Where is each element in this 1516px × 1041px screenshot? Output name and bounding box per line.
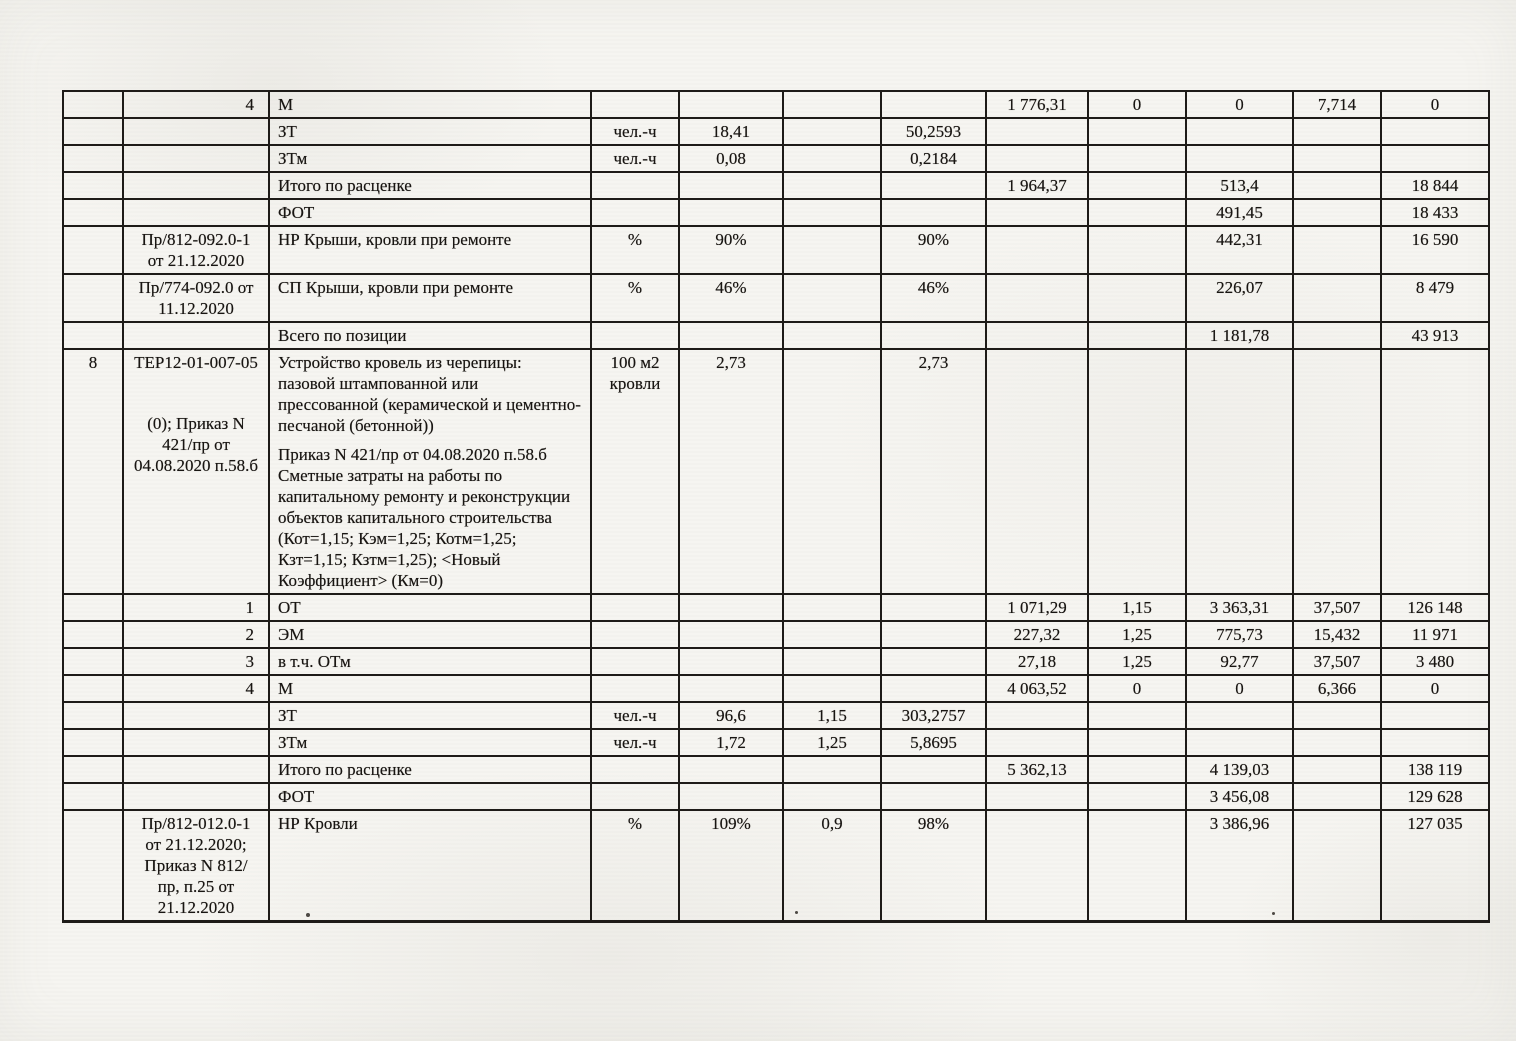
table-cell [1293, 172, 1381, 199]
table-cell [679, 648, 783, 675]
table-cell [63, 118, 123, 145]
table-row [63, 145, 1489, 172]
table-row [63, 322, 1489, 349]
table-cell: 6,366 [1293, 675, 1381, 702]
table-cell [679, 756, 783, 783]
table-cell [881, 675, 986, 702]
table-cell: 126 148 [1381, 594, 1489, 621]
table-cell: 1,72 [679, 729, 783, 756]
table-cell [591, 756, 679, 783]
table-cell [63, 783, 123, 810]
table-cell [63, 810, 123, 922]
table-row [63, 118, 1489, 145]
table-cell [1293, 274, 1381, 322]
table-cell: 11 971 [1381, 621, 1489, 648]
table-cell [783, 172, 881, 199]
table-cell [1381, 349, 1489, 594]
table-cell [679, 783, 783, 810]
table-cell: 513,4 [1186, 172, 1293, 199]
table-cell: 3 [123, 648, 269, 675]
table-cell: 5 362,13 [986, 756, 1088, 783]
table-cell: ЗТ [269, 702, 591, 729]
table-cell [123, 322, 269, 349]
table-cell [269, 349, 591, 594]
table-cell [1293, 199, 1381, 226]
table-cell: 37,507 [1293, 648, 1381, 675]
table-row [63, 621, 1489, 648]
table-cell: 1 776,31 [986, 91, 1088, 118]
table-cell [783, 322, 881, 349]
table-cell [986, 349, 1088, 594]
table-cell [783, 756, 881, 783]
table-cell [591, 91, 679, 118]
table-cell [123, 702, 269, 729]
table-cell [123, 118, 269, 145]
table-cell: ФОТ [269, 783, 591, 810]
table-cell [881, 199, 986, 226]
table-cell [881, 756, 986, 783]
estimate-table [62, 90, 1490, 923]
table-cell: 491,45 [1186, 199, 1293, 226]
table-cell [679, 675, 783, 702]
table-cell [1186, 702, 1293, 729]
table-cell: 0,9 [783, 810, 881, 922]
table-cell [986, 274, 1088, 322]
table-cell [1381, 145, 1489, 172]
table-cell: 90% [679, 226, 783, 274]
table-cell: 1,25 [1088, 621, 1186, 648]
table-cell: 0,2184 [881, 145, 986, 172]
cell-text-block: (0); Приказ N 421/пр от 04.08.2020 п.58.б [134, 414, 258, 475]
table-cell: 0 [1381, 675, 1489, 702]
table-cell [63, 621, 123, 648]
table-cell: 1,25 [1088, 648, 1186, 675]
table-cell: 1 964,37 [986, 172, 1088, 199]
table-cell [783, 199, 881, 226]
table-cell: 16 590 [1381, 226, 1489, 274]
table-cell [123, 756, 269, 783]
table-row [63, 729, 1489, 756]
table-cell [1186, 729, 1293, 756]
table-cell [679, 91, 783, 118]
table-cell: 43 913 [1381, 322, 1489, 349]
table-cell [881, 172, 986, 199]
table-cell [881, 648, 986, 675]
table-cell: ЗТм [269, 145, 591, 172]
table-cell: 1,15 [783, 702, 881, 729]
table-cell: 1 181,78 [1186, 322, 1293, 349]
table-cell [881, 783, 986, 810]
cell-text-block: Приказ N 421/пр от 04.08.2020 п.58.б Сметные затраты на работы по капитальному ремонту и реконструкции объектов капитального строительства (Кот=1,15; Кэм=1,25; Котм=1,25; Кзт=1,15; Кзтм=1,25); <Новый Коэффициент> (Км=0) [278, 445, 571, 590]
table-cell: 46% [881, 274, 986, 322]
table-cell [986, 199, 1088, 226]
table-cell: 92,77 [1186, 648, 1293, 675]
table-cell [783, 349, 881, 594]
table-cell [986, 322, 1088, 349]
table-cell: М [269, 675, 591, 702]
table-cell [1088, 349, 1186, 594]
table-cell [783, 675, 881, 702]
table-cell [679, 322, 783, 349]
table-cell: 2 [123, 621, 269, 648]
table-cell [1381, 702, 1489, 729]
table-cell: 0 [1186, 675, 1293, 702]
table-cell [591, 172, 679, 199]
table-cell [986, 729, 1088, 756]
table-cell [1293, 810, 1381, 922]
table-cell: 1,25 [783, 729, 881, 756]
table-cell [591, 783, 679, 810]
table-cell [986, 702, 1088, 729]
table-cell [63, 199, 123, 226]
table-cell [1293, 702, 1381, 729]
table-cell: Итого по расценке [269, 172, 591, 199]
table-cell [783, 783, 881, 810]
table-cell [783, 118, 881, 145]
table-cell [881, 91, 986, 118]
table-row [63, 702, 1489, 729]
table-cell: 0 [1088, 675, 1186, 702]
table-cell [881, 621, 986, 648]
table-cell: СП Крыши, кровли при ремонте [269, 274, 591, 322]
table-cell: 109% [679, 810, 783, 922]
table-cell: 100 м2 кровли [591, 349, 679, 594]
table-row [63, 226, 1489, 274]
table-cell: 775,73 [1186, 621, 1293, 648]
table-cell: 37,507 [1293, 594, 1381, 621]
table-cell [1088, 783, 1186, 810]
table-row [63, 199, 1489, 226]
table-cell [1381, 118, 1489, 145]
table-cell [986, 810, 1088, 922]
table-cell [1293, 145, 1381, 172]
table-cell: Пр/812-092.0-1 от 21.12.2020 [123, 226, 269, 274]
table-row [63, 675, 1489, 702]
table-cell: 303,2757 [881, 702, 986, 729]
table-cell: ЭМ [269, 621, 591, 648]
table-cell: 46% [679, 274, 783, 322]
table-cell [1088, 756, 1186, 783]
table-cell [63, 675, 123, 702]
table-cell [123, 199, 269, 226]
table-body [63, 91, 1489, 922]
table-cell [591, 621, 679, 648]
table-cell: 2,73 [679, 349, 783, 594]
table-cell [591, 322, 679, 349]
table-cell [1186, 145, 1293, 172]
table-cell [1088, 172, 1186, 199]
table-cell [591, 648, 679, 675]
table-cell [783, 274, 881, 322]
table-cell [123, 729, 269, 756]
table-cell [63, 226, 123, 274]
table-cell: 227,32 [986, 621, 1088, 648]
table-cell [63, 729, 123, 756]
table-row [63, 91, 1489, 118]
table-cell: 3 456,08 [1186, 783, 1293, 810]
table-cell [63, 91, 123, 118]
table-cell [1381, 729, 1489, 756]
table-cell [591, 594, 679, 621]
table-cell [1088, 226, 1186, 274]
table-cell [881, 322, 986, 349]
table-cell: Пр/774-092.0 от 11.12.2020 [123, 274, 269, 322]
table-cell: 226,07 [1186, 274, 1293, 322]
table-cell [986, 118, 1088, 145]
table-row [63, 172, 1489, 199]
table-cell [1293, 756, 1381, 783]
table-cell [1293, 226, 1381, 274]
table-cell [63, 274, 123, 322]
table-cell [1293, 783, 1381, 810]
table-cell: 127 035 [1381, 810, 1489, 922]
table-cell: 3 480 [1381, 648, 1489, 675]
table-cell [591, 675, 679, 702]
table-cell: 50,2593 [881, 118, 986, 145]
table-cell: % [591, 274, 679, 322]
table-row [63, 783, 1489, 810]
scan-speck [795, 911, 798, 914]
table-cell [986, 226, 1088, 274]
table-cell: 96,6 [679, 702, 783, 729]
table-cell: Пр/812-012.0-1 от 21.12.2020; Приказ N 812/пр, п.25 от 21.12.2020 [123, 810, 269, 922]
table-cell: 7,714 [1293, 91, 1381, 118]
table-cell: ФОТ [269, 199, 591, 226]
table-cell [783, 648, 881, 675]
table-cell: 1 [123, 594, 269, 621]
table-cell [986, 145, 1088, 172]
table-cell: 0,08 [679, 145, 783, 172]
table-cell [1088, 199, 1186, 226]
table-row [63, 274, 1489, 322]
table-cell: 4 [123, 675, 269, 702]
table-cell: 98% [881, 810, 986, 922]
table-cell [1088, 729, 1186, 756]
table-cell: 442,31 [1186, 226, 1293, 274]
table-cell [63, 145, 123, 172]
table-cell: 0 [1381, 91, 1489, 118]
table-cell: 4 [123, 91, 269, 118]
table-cell [1186, 349, 1293, 594]
table-cell: 90% [881, 226, 986, 274]
table-cell: ОТ [269, 594, 591, 621]
table-cell [783, 226, 881, 274]
scan-speck [1272, 912, 1275, 915]
table-cell [123, 172, 269, 199]
table-cell [63, 322, 123, 349]
table-cell: % [591, 810, 679, 922]
table-cell [783, 145, 881, 172]
table-cell [1088, 702, 1186, 729]
table-cell [986, 783, 1088, 810]
table-cell: чел.-ч [591, 118, 679, 145]
table-cell [123, 145, 269, 172]
scan-speck [306, 913, 310, 917]
table-cell: НР Кровли [269, 810, 591, 922]
cell-text-block: ТЕР12-01-007-05 [134, 353, 258, 372]
table-row [63, 810, 1489, 922]
table-cell [1186, 118, 1293, 145]
table-cell: Всего по позиции [269, 322, 591, 349]
table-cell: Итого по расценке [269, 756, 591, 783]
table-cell [123, 783, 269, 810]
table-cell: чел.-ч [591, 702, 679, 729]
table-cell [1088, 145, 1186, 172]
table-cell [63, 172, 123, 199]
table-cell [1088, 810, 1186, 922]
table-cell: 1,15 [1088, 594, 1186, 621]
table-cell: чел.-ч [591, 729, 679, 756]
table-cell [783, 621, 881, 648]
table-cell [679, 199, 783, 226]
table-cell: 138 119 [1381, 756, 1489, 783]
table-cell [63, 702, 123, 729]
table-row [63, 594, 1489, 621]
table-cell: ЗТ [269, 118, 591, 145]
table-cell: 3 363,31 [1186, 594, 1293, 621]
table-row [63, 349, 1489, 594]
table-cell: 4 063,52 [986, 675, 1088, 702]
table-cell [679, 594, 783, 621]
table-cell [1293, 349, 1381, 594]
table-cell: 129 628 [1381, 783, 1489, 810]
table-cell [123, 349, 269, 594]
table-cell: 18 433 [1381, 199, 1489, 226]
table-cell: ЗТм [269, 729, 591, 756]
table-cell: М [269, 91, 591, 118]
table-cell [679, 621, 783, 648]
table-cell [63, 594, 123, 621]
table-cell [1293, 118, 1381, 145]
table-cell [881, 594, 986, 621]
table-cell: 15,432 [1293, 621, 1381, 648]
table-row [63, 756, 1489, 783]
table-cell: 2,73 [881, 349, 986, 594]
table-cell: 27,18 [986, 648, 1088, 675]
table-cell: в т.ч. ОТм [269, 648, 591, 675]
table-cell [783, 594, 881, 621]
table-cell [63, 756, 123, 783]
table-cell [783, 91, 881, 118]
table-cell [1293, 322, 1381, 349]
table-cell: 18,41 [679, 118, 783, 145]
table-cell: 8 479 [1381, 274, 1489, 322]
table-cell [591, 199, 679, 226]
table-cell [1088, 274, 1186, 322]
table-cell [63, 648, 123, 675]
table-cell [1088, 322, 1186, 349]
table-cell: 3 386,96 [1186, 810, 1293, 922]
table-cell [1293, 729, 1381, 756]
table-cell: НР Крыши, кровли при ремонте [269, 226, 591, 274]
cell-text-block: Устройство кровель из черепицы: пазовой штампованной или прессованной (керамической и цементно-песчаной (бетонной)) [278, 353, 581, 435]
table-cell: 1 071,29 [986, 594, 1088, 621]
table-row [63, 648, 1489, 675]
table-cell: % [591, 226, 679, 274]
table-cell: чел.-ч [591, 145, 679, 172]
table-cell [1088, 118, 1186, 145]
table-cell: 4 139,03 [1186, 756, 1293, 783]
table-cell: 5,8695 [881, 729, 986, 756]
table-cell: 0 [1186, 91, 1293, 118]
table-cell: 18 844 [1381, 172, 1489, 199]
table-cell: 0 [1088, 91, 1186, 118]
table-cell: 8 [63, 349, 123, 594]
table-cell [679, 172, 783, 199]
